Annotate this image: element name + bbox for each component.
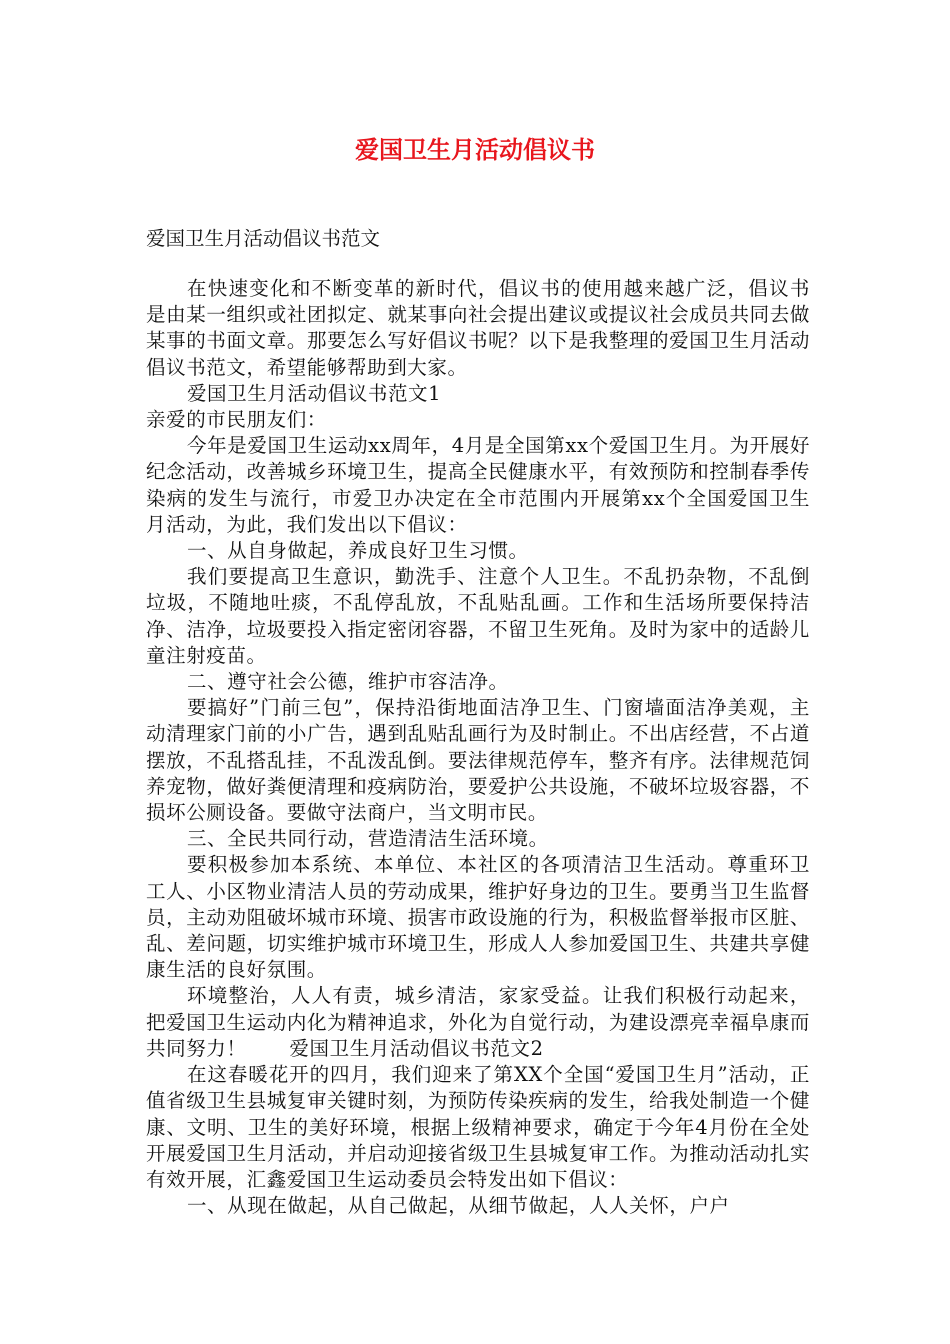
paragraph: 一、从现在做起，从自己做起，从细节做起，人人关怀，户户 (186, 1194, 730, 1218)
paragraph: 今年是爱国卫生运动xx周年，4月是全国第xx个爱国卫生月。为开展好纪念活动，改善城乡环境卫生，提高全民健康水平，有效预防和控制春季传染病的发生与流行，市爱卫办决定在全市范围内开展第xx个全国爱国卫生月活动，为此，我们发出以下倡议： (146, 434, 810, 536)
page-title: 爱国卫生月活动倡议书 (355, 136, 595, 164)
paragraph-text: 环境整治，人人有责，城乡清洁，家家受益。让我们积极行动起来，把爱国卫生运动内化为精神追求，外化为自觉行动，为建设漂亮幸福阜康而共同努力！ (146, 984, 810, 1060)
paragraph (146, 983, 810, 1062)
list-heading: 三、全民共同行动，营造清洁生活环境。 (186, 827, 549, 851)
paragraph: 在快速变化和不断变革的新时代，倡议书的使用越来越广泛，倡议书是由某一组织或社团拟定、就某事向社会提出建议或提议社会成员共同去做某事的书面文章。那要怎么写好倡议书呢？以下是我整理的爱国卫生月活动倡议书范文，希望能够帮助到大家。 (146, 277, 810, 379)
list-heading: 二、遵守社会公德，维护市容洁净。 (186, 670, 509, 694)
paragraph: 要搞好”门前三包”，保持沿街地面洁净卫生、门窗墙面洁净美观，主动清理家门前的小广告，遇到乱贴乱画行为及时制止。不出店经营，不占道摆放，不乱搭乱挂，不乱泼乱倒。要法律规范停车，整齐有序。法律规范饲养宠物，做好粪便清理和疫病防治，要爱护公共设施，不破坏垃圾容器，不损坏公厕设备。要做守法商户，当文明市民。 (146, 696, 810, 825)
document-subtitle: 爱国卫生月活动倡议书范文 (146, 227, 381, 250)
document-body (146, 276, 810, 1219)
salutation: 亲爱的市民朋友们： (146, 408, 327, 432)
paragraph: 在这春暖花开的四月，我们迎来了第XX个全国“爱国卫生月”活动，正值省级卫生县城复审关键时刻，为预防传染疾病的发生，给我处制造一个健康、文明、卫生的美好环境，根据上级精神要求，确定于今年4月份在全处开展爱国卫生月活动，并启动迎接省级卫生县城复审工作。为推动活动扎实有效开展，汇鑫爱国卫生运动委员会特发出如下倡议： (146, 1063, 810, 1191)
section-heading: 爱国卫生月活动倡议书范文1 (186, 381, 442, 405)
section-heading: 爱国卫生月活动倡议书范文2 (289, 1036, 544, 1060)
paragraph: 要积极参加本系统、本单位、本社区的各项清洁卫生活动。尊重环卫工人、小区物业清洁人员的劳动成果，维护好身边的卫生。要勇当卫生监督员，主动劝阻破坏城市环境、损害市政设施的行为，积极监督举报市区脏、乱、差问题，切实维护城市环境卫生，形成人人参加爱国卫生、共建共享健康生活的良好氛围。 (146, 853, 810, 982)
paragraph: 我们要提高卫生意识，勤洗手、注意个人卫生。不乱扔杂物，不乱倒垃圾，不随地吐痰，不乱停乱放，不乱贴乱画。工作和生活场所要保持洁净、洁净，垃圾要投入指定密闭容器，不留卫生死角。及时为家中的适龄儿童注射疫苗。 (146, 565, 810, 667)
list-heading: 一、从自身做起，养成良好卫生习惯。 (186, 539, 529, 563)
